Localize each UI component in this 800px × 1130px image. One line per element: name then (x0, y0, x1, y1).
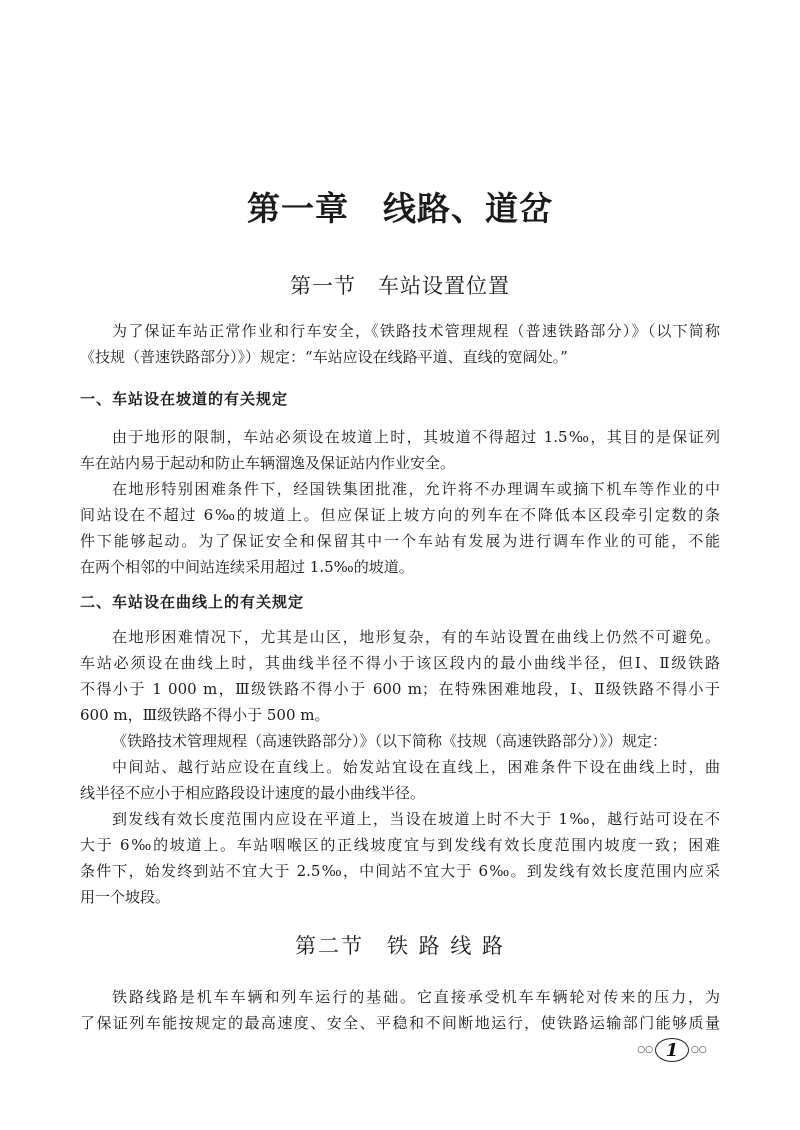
section-title-1: 第一节 车站设置位置 (290, 274, 510, 298)
paragraph-line: 在地形困难情况下，尤其是山区，地形复杂，有的车站设置在曲线上仍然不可避免。 (112, 628, 720, 646)
page-number: 1 (655, 1038, 689, 1062)
ornament-left: ○○ (637, 1045, 653, 1055)
paragraph-line: 600 m，Ⅲ级铁路不得小于 500 m。 (80, 706, 330, 724)
paragraph-line: 车在站内易于起动和防止车辆溜逸及保证站内作业安全。 (80, 454, 456, 472)
page-number-badge (622, 1037, 722, 1063)
paragraph-line: 中间站、越行站应设在直线上。始发站宜设在直线上，困难条件下设在曲线上时，曲 (112, 758, 720, 776)
paragraph-line: 线半径不应小于相应路段设计速度的最小曲线半径。 (80, 784, 426, 802)
paragraph-line: 《铁路技术管理规程（高速铁路部分）》（以下简称《技规（高速铁路部分）》）规定： (112, 732, 668, 750)
paragraph-line: 由于地形的限制，车站必须设在坡道上时，其坡道不得超过 1.5‰，其目的是保证列 (112, 428, 720, 446)
paragraph-line: 了保证列车能按规定的最高速度、安全、平稳和不间断地运行，使铁路运输部门能够质量 (80, 1014, 720, 1032)
paragraph-line: 到发线有效长度范围内应设在平道上，当设在坡道上时不大于 1‰，越行站可设在不 (112, 810, 720, 828)
chapter-title: 第一章 线路、道岔 (247, 189, 553, 228)
subsection-heading-2: 二、车站设在曲线上的有关规定 (80, 593, 305, 611)
paragraph-line: 《技规（普速铁路部分）》）规定：“车站应设在线路平道、直线的宽阔处。” (80, 348, 568, 366)
paragraph-line: 铁路线路是机车车辆和列车运行的基础。它直接承受机车车辆轮对传来的压力，为 (112, 988, 720, 1006)
ornament-right: ○○ (691, 1045, 707, 1055)
paragraph-line: 条件下，始发终到站不宜大于 2.5‰，中间站不宜大于 6‰。到发线有效长度范围内应采 (80, 862, 720, 880)
paragraph-line: 不得小于 1 000 m，Ⅲ级铁路不得小于 600 m；在特殊困难地段，Ⅰ、Ⅱ级铁路不得小于 (80, 680, 720, 698)
paragraph-line: 大于 6‰的坡道上。车站咽喉区的正线坡度宜与到发线有效长度范围内坡度一致；困难 (80, 836, 720, 854)
paragraph-line: 件下能够起动。为了保证安全和保留其中一个车站有发展为进行调车作业的可能，不能 (80, 532, 720, 550)
paragraph-line: 为了保证车站正常作业和行车安全，《铁路技术管理规程（普速铁路部分）》（以下简称 (112, 322, 720, 340)
paragraph-line: 车站必须设在曲线上时，其曲线半径不得小于该区段内的最小曲线半径，但Ⅰ、Ⅱ级铁路 (80, 654, 720, 672)
section-title-2: 第二节 铁 路 线 路 (294, 934, 506, 958)
paragraph-line: 用一个坡段。 (80, 888, 171, 906)
subsection-heading-1: 一、车站设在坡道的有关规定 (80, 390, 289, 408)
paragraph-line: 在两个相邻的中间站连续采用超过 1.5‰的坡道。 (80, 558, 414, 576)
paragraph-line: 间站设在不超过 6‰的坡道上。但应保证上坡方向的列车在不降低本区段牵引定数的条 (80, 506, 720, 524)
paragraph-line: 在地形特别困难条件下，经国铁集团批准，允许将不办理调车或摘下机车等作业的中 (112, 480, 720, 498)
